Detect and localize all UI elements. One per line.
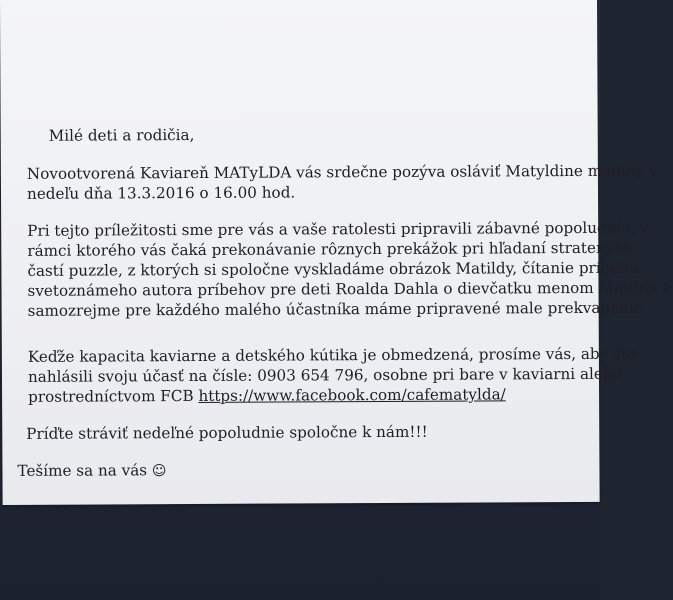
facebook-link[interactable]: https://www.facebook.com/cafematylda/	[198, 385, 506, 405]
closing-text: Tešíme sa na vás	[17, 461, 148, 480]
contact-prefix: prostredníctvom FCB	[28, 386, 199, 406]
paragraph-2-line-1: Pri tejto príležitosti sme pre vás a vaše ratolesti pripravili zábavné popoludnie, v	[27, 218, 649, 240]
invitation-line: Príďte stráviť nedeľné popoludnie spoločne k nám!!!	[26, 422, 428, 443]
paragraph-1-line-1	[26, 161, 658, 184]
paragraph-1-line-2: nedeľu dňa 13.3.2016 o 16.00 hod.	[26, 183, 296, 203]
paragraph-2-line-2: rámci ktorého vás čaká prekonávanie rôznych prekážok pri hľadaní stratených	[27, 238, 633, 260]
paragraph-3-line-1: Keďže kapacita kaviarne a detského kútika je obmedzená, prosíme vás, aby ste	[27, 344, 636, 366]
paragraph-3-line-3	[28, 385, 506, 407]
paragraph-1-line-1-text: Novootvorená Kaviareň MATyLDA vás srdečne pozýva osláviť Matyldine meniny v	[26, 161, 658, 183]
paragraph-2-line-4: svetoznámeho autora príbehov pre deti Roalda Dahla o dievčatku menom Matilda a	[27, 278, 672, 300]
paragraph-2-line-5: samozrejme pre každého malého účastníka máme pripravené male prekvapenie.	[27, 298, 648, 320]
paragraph-3-line-2: nahlásili svoju účasť na čísle: 0903 654 796, osobne pri bare v kaviarni alebo	[27, 364, 622, 386]
greeting: Milé deti a rodičia,	[48, 125, 195, 145]
smiley-icon: ☺	[151, 463, 167, 480]
closing-line	[17, 461, 166, 482]
paragraph-2-line-3: častí puzzle, z ktorých si spoločne vyskladáme obrázok Matildy, čítanie príbehu	[27, 258, 639, 280]
